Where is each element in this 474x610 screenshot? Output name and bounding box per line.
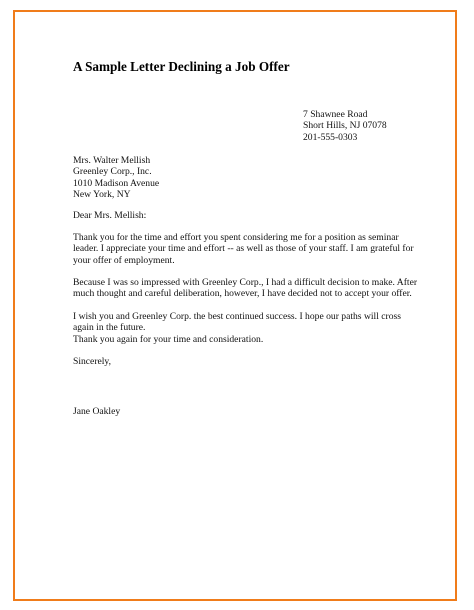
- paragraph-4: [73, 334, 263, 345]
- page-border: [13, 10, 457, 601]
- paragraph-2: [73, 277, 417, 300]
- paragraph-1: [73, 232, 414, 266]
- recipient-address: [73, 155, 159, 201]
- paragraph-line: Because I was so impressed with Greenley Corp., I had a difficult decision to make. After: [73, 277, 418, 288]
- paragraph-line: much thought and careful deliberation, however, I have decided not to accept your offer.: [73, 288, 412, 300]
- recipient-street: 1010 Madison Avenue: [73, 177, 160, 189]
- recipient-name: Mrs. Walter Mellish: [73, 155, 151, 166]
- paragraph-line: Thank you for the time and effort you spent considering me for a position as seminar: [73, 232, 399, 243]
- paragraph-line: Thank you again for your time and consideration.: [73, 334, 264, 345]
- paragraph-line: your offer of employment.: [73, 254, 175, 266]
- sender-street: 7 Shawnee Road: [303, 109, 368, 120]
- closing: Sincerely,: [73, 356, 112, 367]
- salutation: Dear Mrs. Mellish:: [73, 210, 147, 221]
- sender-phone: 201-555-0303: [303, 131, 358, 143]
- signature-name: Jane Oakley: [73, 406, 121, 417]
- recipient-city: New York, NY: [73, 189, 131, 201]
- paragraph-line: leader. I appreciate your time and effort -- as well as those of your staff. I am grateful for: [73, 243, 414, 255]
- paragraph-line: again in the future.: [73, 322, 146, 334]
- recipient-company: Greenley Corp., Inc.: [73, 166, 152, 178]
- paragraph-line: I wish you and Greenley Corp. the best continued success. I hope our paths will cross: [73, 311, 401, 322]
- paragraph-3: [73, 311, 401, 334]
- letter-title: A Sample Letter Declining a Job Offer: [73, 59, 290, 74]
- sender-address: [303, 109, 387, 143]
- sender-city: Short Hills, NJ 07078: [303, 120, 387, 132]
